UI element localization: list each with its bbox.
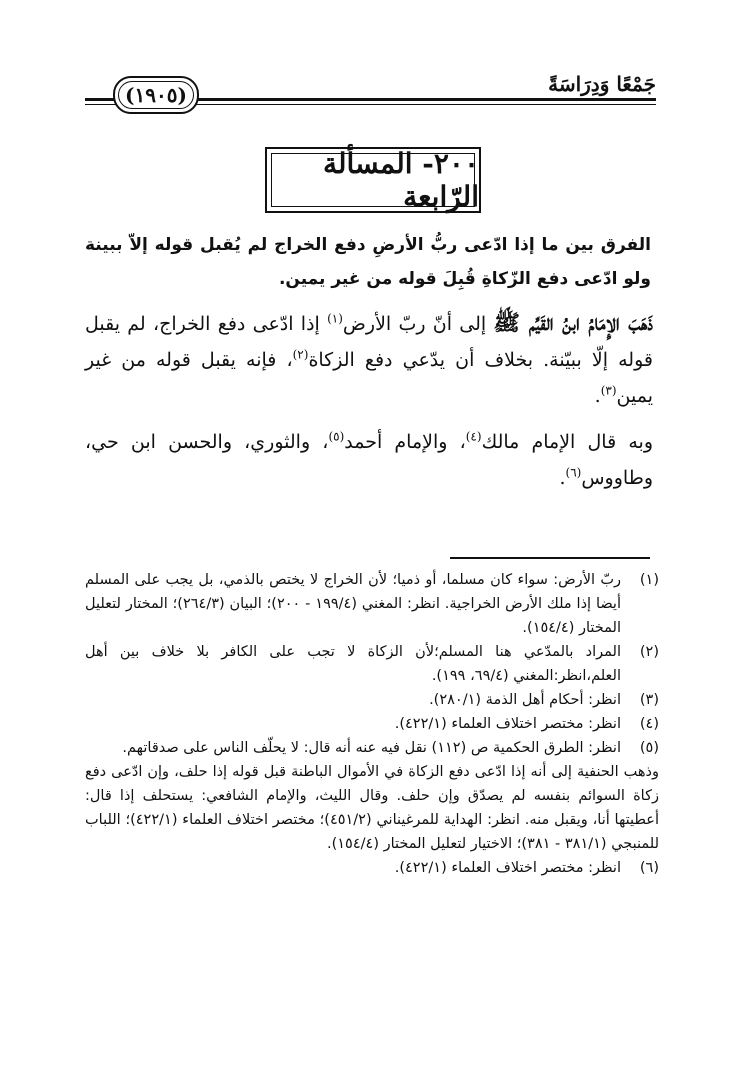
- text-run: .: [559, 467, 566, 489]
- paragraph-lead: ذَهَبَ الإِمَامُ ابنُ القَيِّم ﷺ: [493, 310, 653, 336]
- footnote-ref[interactable]: (٣): [600, 383, 617, 398]
- text-run: إلى أنّ ربّ الأرض: [342, 313, 494, 335]
- footnote-number: (٥): [639, 740, 659, 756]
- footnote-text: انظر: الطرق الحكمية ص (١١٢) نقل فيه عنه أنه قال: لا يحلّف الناس على صدقاتهم.: [122, 740, 621, 756]
- footnote-ref[interactable]: (٥): [328, 429, 345, 444]
- footnote: [85, 568, 659, 640]
- footnote-ref[interactable]: (٤): [465, 429, 482, 444]
- footnote-ref[interactable]: (١): [327, 311, 343, 326]
- footnote-text: انظر: مختصر اختلاف العلماء (٤٢٢/١).: [394, 860, 621, 876]
- footnote-separator: [450, 557, 650, 559]
- page-number-text: (١٩٠٥): [125, 83, 187, 107]
- footnote-text: انظر: مختصر اختلاف العلماء (٤٢٢/١).: [394, 716, 621, 732]
- text-run: إذا ادّعى دفع الخراج، لم يقبل قوله إلّا ببيّنة. بخلاف أن يدّعي دفع الزكاة: [85, 313, 653, 371]
- footnote-text: ربّ الأرض: سواء كان مسلما، أو ذميا؛ لأن الخراج لا يختص بالذمي، بل يجب على المسلم أيضا إذا ملك الأرض الخراجية. انظر: المغني (١٩٩/٤ - ٢٠٠)؛ البيان (٢٦٤/٣)؛ المختار لتعليل المختار (١٥٤/٤).: [85, 572, 621, 636]
- running-title: جَمْعًا وَدِرَاسَةً: [548, 72, 656, 96]
- footnote: [85, 712, 659, 736]
- footnote-text: المراد بالمدّعي هنا المسلم؛لأن الزكاة لا تجب على الكافر بلا خلاف بين أهل العلم،انظر:المغني (٦٩/٤، ١٩٩).: [85, 644, 621, 684]
- footnote-number: (٤): [639, 716, 659, 732]
- section-summary: الفرق بين ما إذا ادّعى ربُّ الأرضِ دفع الخراج لم يُقبل قوله إلاّ ببينة ولو ادّعى دفع الزّكاةِ قُبِلَ قوله من غير يمين.: [85, 235, 651, 289]
- text-run: .: [594, 385, 601, 407]
- section-title: ٢٠٠- المسألة الرّابعة: [322, 147, 479, 213]
- paragraph-2: [85, 424, 653, 496]
- page-header: [85, 68, 656, 108]
- footnote-number: (١): [639, 572, 659, 588]
- footnote-number: (٢): [639, 644, 659, 660]
- footnote-text: انظر: أحكام أهل الذمة (٢٨٠/١).: [429, 692, 621, 708]
- main-text: [85, 305, 653, 506]
- footnote-ref[interactable]: (٢): [292, 347, 309, 362]
- footnote-continuation: وذهب الحنفية إلى أنه إذا ادّعى دفع الزكاة في الأموال الباطنة قبل قوله إذا حلف، وإن ادّعى دفع زكاة السوائم بنفسه لم يصدّق وإن حلف. وقال الليث، والإمام الشافعي: يستحلف إذا قال: أعطيتها أنا، ويقبل منه. انظر: الهداية للمرغيناني (٤٥١/٢)؛ مختصر اختلاف العلماء (٤٢٢/١)؛ اللباب للمنبجي (٣٨١/١ - ٣٨١)؛ الاختيار لتعليل المختار (١٥٤/٤).: [85, 764, 659, 852]
- text-run: ، والثوري، والحسن ابن حي، وطاووس: [85, 431, 653, 489]
- text-run: ، والإمام أحمد: [344, 431, 466, 453]
- footnotes: [85, 568, 659, 880]
- footnote: [85, 736, 659, 760]
- footnote-number: (٣): [639, 692, 659, 708]
- footnote-ref[interactable]: (٦): [565, 465, 582, 480]
- paragraph-1: [85, 305, 653, 414]
- text-run: ، فإنه يقبل قوله من غير يمين: [85, 349, 653, 407]
- footnote: [85, 856, 659, 880]
- footnote: [85, 688, 659, 712]
- footnote-number: (٦): [639, 860, 659, 876]
- page-number: [113, 76, 199, 114]
- text-run: وبه قال الإمام مالك: [481, 431, 653, 453]
- footnote: [85, 640, 659, 688]
- section-title-box: [265, 147, 481, 213]
